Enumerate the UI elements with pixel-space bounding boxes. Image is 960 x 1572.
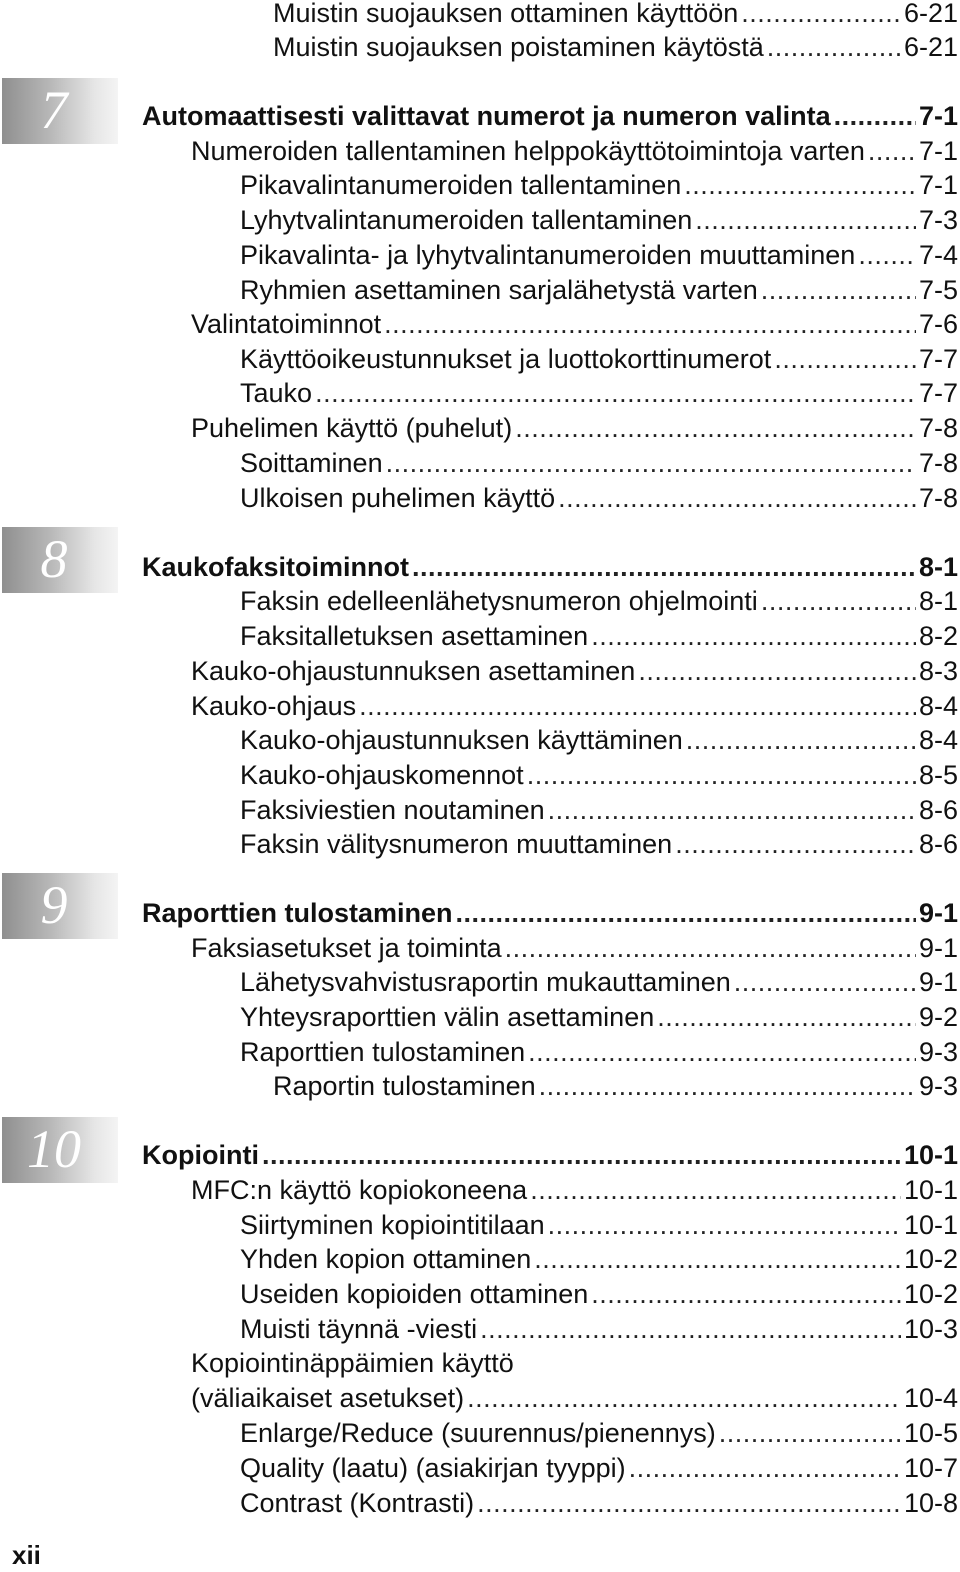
toc-entry[interactable] [273, 1069, 958, 1103]
toc-entry-page: 8-6 [918, 795, 958, 825]
chapter-tab-9 [2, 873, 118, 939]
toc-entry-title: Yhden kopion ottaminen [240, 1244, 532, 1274]
toc-entry[interactable] [142, 99, 958, 133]
toc-entry[interactable] [191, 689, 958, 723]
toc-entry[interactable] [240, 446, 958, 480]
toc-entry-page: 7-8 [918, 413, 958, 443]
toc-entry[interactable] [191, 931, 958, 965]
toc-entry-page: 9-2 [918, 1002, 958, 1032]
toc-entry-title: Kauko-ohjaustunnuksen käyttäminen [240, 725, 683, 755]
toc-entry-title: Puhelimen käyttö (puhelut) [191, 413, 513, 443]
dot-leader [657, 1000, 916, 1034]
toc-entry-page: 7-1 [918, 101, 958, 131]
toc-entry-page: 7-8 [918, 483, 958, 513]
toc-entry-title: Faksitalletuksen asettaminen [240, 621, 589, 651]
toc-entry[interactable] [142, 896, 958, 930]
toc-entry-page: 10-7 [903, 1453, 958, 1483]
toc-entry-page: 7-7 [918, 344, 958, 374]
toc-entry-page: 10-2 [903, 1279, 958, 1309]
dot-leader [761, 273, 916, 307]
toc-entry-title: Käyttöoikeustunnukset ja luottokorttinumerot [240, 344, 772, 374]
toc-entry-page: 7-6 [918, 309, 958, 339]
toc-entry[interactable] [240, 1486, 958, 1520]
chapter-number: 7 [40, 80, 68, 140]
toc-entry-page: 9-1 [918, 898, 958, 928]
dot-leader [386, 446, 916, 480]
toc-entry-title: Faksin välitysnumeron muuttaminen [240, 829, 673, 859]
toc-entry-title: Ryhmien asettaminen sarjalähetystä varten [240, 275, 758, 305]
toc-entry-title: (väliaikaiset asetukset) [191, 1383, 465, 1413]
toc-entry-title: Kauko-ohjaus [191, 691, 357, 721]
toc-entry[interactable] [240, 1000, 958, 1034]
dot-leader [684, 168, 916, 202]
toc-entry[interactable] [240, 1277, 958, 1311]
toc-entry[interactable] [240, 965, 958, 999]
dot-leader [761, 584, 916, 618]
toc-entry-title: Kopiointi [142, 1140, 259, 1170]
toc-entry-page: 7-7 [918, 378, 958, 408]
dot-leader [767, 30, 901, 64]
toc-entry-title: Muistin suojauksen ottaminen käyttöön [273, 0, 739, 28]
toc-entry-page: 10-5 [903, 1418, 958, 1448]
toc-entry[interactable] [240, 584, 958, 618]
toc-entry-title: Raporttien tulostaminen [240, 1037, 526, 1067]
toc-entry[interactable] [240, 238, 958, 272]
toc-entry-page: 8-3 [918, 656, 958, 686]
toc-entry-page: 9-3 [918, 1071, 958, 1101]
toc-entry[interactable] [191, 134, 958, 168]
toc-entry-title: Faksiviestien noutaminen [240, 795, 545, 825]
toc-entry-title: MFC:n käyttö kopiokoneena [191, 1175, 528, 1205]
toc-entry-title: Kopiointinäppäimien käyttö [191, 1348, 514, 1378]
page-number: xii [12, 1540, 41, 1570]
toc-entry-page: 8-2 [918, 621, 958, 651]
dot-leader [539, 1069, 916, 1103]
chapter-tab-10 [2, 1117, 118, 1183]
toc-entry-title: Kauko-ohjauskomennot [240, 760, 524, 790]
dot-leader [686, 723, 916, 757]
dot-leader [629, 1451, 901, 1485]
toc-entry[interactable] [240, 1451, 958, 1485]
toc-entry[interactable] [273, 30, 958, 64]
dot-leader [548, 1208, 901, 1242]
toc-entry-page: 8-6 [918, 829, 958, 859]
toc-entry-page: 10-1 [903, 1140, 958, 1170]
dot-leader [477, 1486, 901, 1520]
chapter-tab-7 [2, 78, 118, 144]
toc-entry-page: 6-21 [903, 32, 958, 62]
toc-entry[interactable] [191, 1173, 958, 1207]
toc-entry-title: Contrast (Kontrasti) [240, 1488, 475, 1518]
dot-leader [505, 931, 916, 965]
toc-entry-page: 8-4 [918, 691, 958, 721]
dot-leader [528, 1035, 916, 1069]
toc-entry-title: Tauko [240, 378, 313, 408]
dot-leader [734, 965, 916, 999]
dot-leader [591, 1277, 901, 1311]
toc-entry-page: 8-1 [918, 552, 958, 582]
toc-entry[interactable] [191, 307, 958, 341]
toc-entry-page: 6-21 [903, 0, 958, 28]
toc-entry-page: 10-1 [903, 1210, 958, 1240]
toc-entry[interactable] [240, 793, 958, 827]
toc-entry-title: Lähetysvahvistusraportin mukauttaminen [240, 967, 731, 997]
toc-entry-page: 7-8 [918, 448, 958, 478]
dot-leader [527, 758, 916, 792]
dot-leader [695, 203, 916, 237]
dot-leader [359, 689, 916, 723]
toc-entry[interactable] [191, 654, 958, 688]
dot-leader [774, 342, 916, 376]
toc-entry-title: Enlarge/Reduce (suurennus/pienennys) [240, 1418, 716, 1448]
dot-leader [834, 99, 916, 133]
toc-entry[interactable] [240, 619, 958, 653]
toc-entry-title: Lyhytvalintanumeroiden tallentaminen [240, 205, 693, 235]
toc-entry-title: Useiden kopioiden ottaminen [240, 1279, 589, 1309]
toc-entry-page: 10-1 [903, 1175, 958, 1205]
dot-leader [412, 550, 916, 584]
toc-entry[interactable] [273, 0, 958, 30]
dot-leader [741, 0, 901, 30]
toc-entry-page: 8-4 [918, 725, 958, 755]
toc-entry-title: Kauko-ohjaustunnuksen asettaminen [191, 656, 636, 686]
dot-leader [467, 1381, 901, 1415]
dot-leader [530, 1173, 901, 1207]
dot-leader [480, 1312, 901, 1346]
toc-entry-page: 10-2 [903, 1244, 958, 1274]
toc-entry-page: 8-5 [918, 760, 958, 790]
dot-leader [591, 619, 916, 653]
dot-leader [858, 238, 916, 272]
toc-entry-title: Soittaminen [240, 448, 383, 478]
toc-entry-title: Muistin suojauksen poistaminen käytöstä [273, 32, 764, 62]
toc-entry[interactable] [240, 1242, 958, 1276]
dot-leader [548, 793, 916, 827]
dot-leader [384, 307, 916, 341]
chapter-tab-8 [2, 527, 118, 593]
toc-entry[interactable] [191, 1346, 958, 1380]
toc-entry[interactable] [240, 376, 958, 410]
toc-entry-title: Pikavalinta- ja lyhytvalintanumeroiden muuttaminen [240, 240, 856, 270]
toc-entry[interactable] [240, 1312, 958, 1346]
toc-entry[interactable] [240, 168, 958, 202]
dot-leader [719, 1416, 901, 1450]
toc-entry[interactable] [191, 1381, 958, 1415]
toc-entry[interactable] [240, 273, 958, 307]
toc-entry-page: 10-8 [903, 1488, 958, 1518]
toc-entry[interactable] [240, 342, 958, 376]
chapter-number: 10 [27, 1119, 81, 1179]
toc-entry-page: 8-1 [918, 586, 958, 616]
chapter-number: 9 [40, 875, 68, 935]
dot-leader [534, 1242, 901, 1276]
toc-entry-page: 9-3 [918, 1037, 958, 1067]
toc-entry-page: 10-4 [903, 1383, 958, 1413]
dot-leader [558, 481, 916, 515]
dot-leader [515, 411, 916, 445]
toc-entry[interactable] [142, 1138, 958, 1172]
toc-entry-title: Ulkoisen puhelimen käyttö [240, 483, 556, 513]
chapter-number: 8 [40, 529, 68, 589]
toc-entry[interactable] [142, 550, 958, 584]
toc-entry[interactable] [240, 827, 958, 861]
dot-leader [675, 827, 916, 861]
toc-entry-title: Faksin edelleenlähetysnumeron ohjelmointi [240, 586, 758, 616]
toc-entry[interactable] [240, 1035, 958, 1069]
toc-entry-page: 9-1 [918, 933, 958, 963]
toc-entry[interactable] [240, 481, 958, 515]
toc-entry-page: 7-5 [918, 275, 958, 305]
toc-entry[interactable] [240, 1416, 958, 1450]
dot-leader [262, 1138, 901, 1172]
toc-entry-title: Valintatoiminnot [191, 309, 382, 339]
dot-leader [868, 134, 916, 168]
toc-entry-title: Kaukofaksitoiminnot [142, 552, 410, 582]
toc-entry-title: Raportin tulostaminen [273, 1071, 536, 1101]
toc-entry[interactable] [240, 203, 958, 237]
toc-entry-title: Yhteysraporttien välin asettaminen [240, 1002, 655, 1032]
toc-entry-title: Siirtyminen kopiointitilaan [240, 1210, 545, 1240]
toc-entry-title: Numeroiden tallentaminen helppokäyttötoimintoja varten [191, 136, 865, 166]
toc-entry[interactable] [240, 758, 958, 792]
toc-entry-page: 7-1 [918, 136, 958, 166]
toc-entry-page: 7-1 [918, 170, 958, 200]
toc-entry-title: Muisti täynnä -viesti [240, 1314, 478, 1344]
dot-leader [315, 376, 916, 410]
toc-entry-title: Raporttien tulostaminen [142, 898, 453, 928]
toc-entry-title: Faksiasetukset ja toiminta [191, 933, 502, 963]
toc-entry[interactable] [240, 723, 958, 757]
dot-leader [638, 654, 916, 688]
toc-entry-title: Pikavalintanumeroiden tallentaminen [240, 170, 682, 200]
toc-entry-page: 7-3 [918, 205, 958, 235]
toc-entry[interactable] [240, 1208, 958, 1242]
toc-entry[interactable] [191, 411, 958, 445]
toc-entry-title: Quality (laatu) (asiakirjan tyyppi) [240, 1453, 626, 1483]
toc-entry-page: 9-1 [918, 967, 958, 997]
toc-entry-page: 7-4 [918, 240, 958, 270]
toc-entry-page: 10-3 [903, 1314, 958, 1344]
toc-entry-title: Automaattisesti valittavat numerot ja numeron valinta [142, 101, 831, 131]
dot-leader [456, 896, 916, 930]
